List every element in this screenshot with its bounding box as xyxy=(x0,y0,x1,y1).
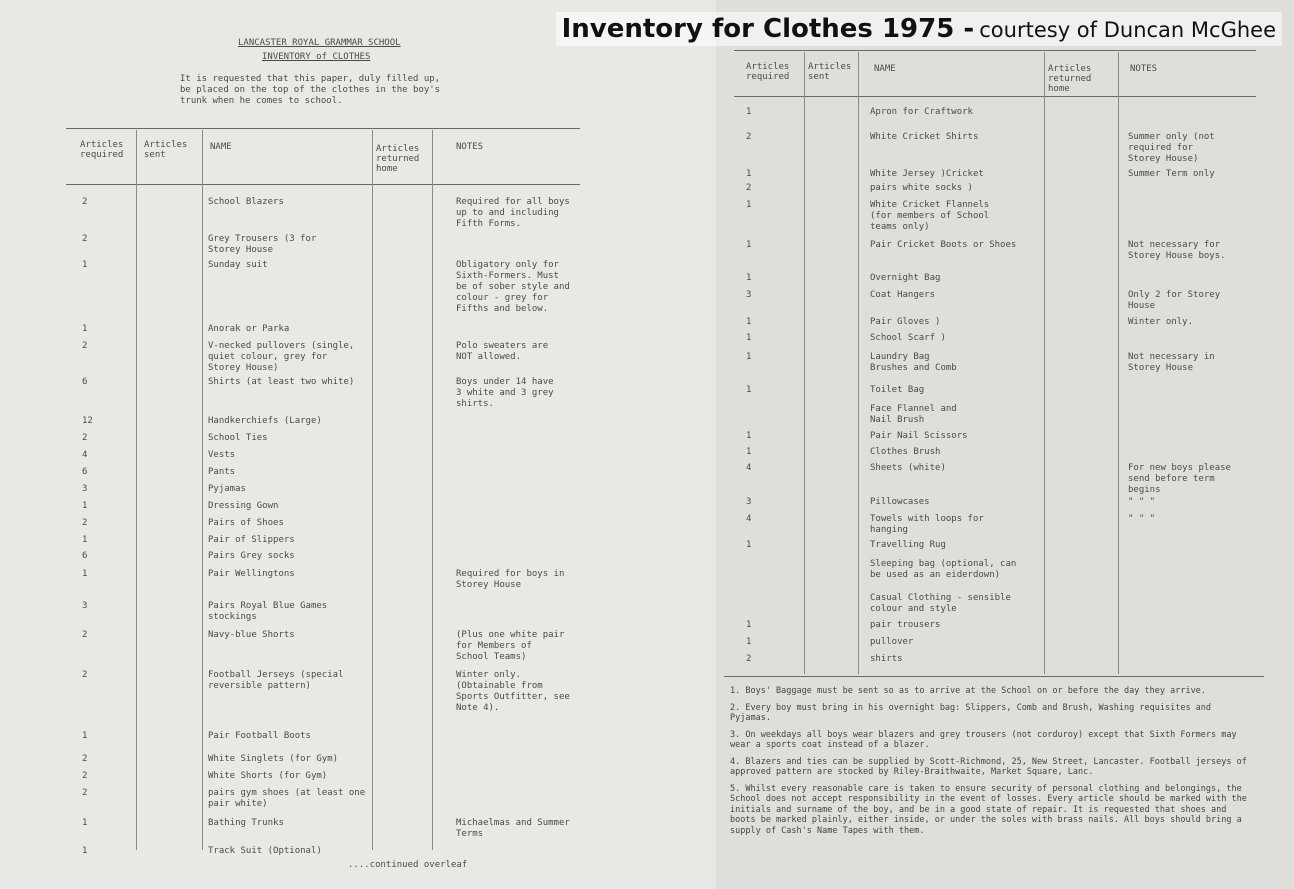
row-quantity: 3 xyxy=(82,484,88,494)
note-line: send before term xyxy=(1128,474,1215,484)
item-name-line: Sheets (white) xyxy=(870,463,946,473)
footnotes xyxy=(730,686,1250,842)
row-note xyxy=(1128,317,1193,328)
note-line: Not necessary for xyxy=(1128,240,1221,250)
item-name-line: pair trousers xyxy=(870,620,941,630)
row-quantity: 2 xyxy=(82,788,88,798)
row-item-name xyxy=(208,754,338,765)
row-item-name xyxy=(870,463,946,474)
column-divider xyxy=(136,130,137,850)
item-name-line: Overnight Bag xyxy=(870,273,941,283)
item-name-line: pairs gym shoes (at least one xyxy=(208,788,366,798)
item-name-line: Pillowcases xyxy=(870,497,930,507)
row-item-name xyxy=(208,630,295,641)
note-line: Terms xyxy=(456,829,484,839)
row-note xyxy=(1128,290,1220,312)
note-line: Winter only. xyxy=(456,670,522,680)
note-line: Storey House xyxy=(456,580,522,590)
column-divider xyxy=(202,130,203,850)
row-quantity: 1 xyxy=(82,818,88,828)
item-name-line: Nail Brush xyxy=(870,415,925,425)
row-note xyxy=(1128,497,1155,508)
item-name-line: Sunday suit xyxy=(208,260,268,270)
note-line: " " " xyxy=(1128,514,1156,524)
row-item-name xyxy=(870,352,957,374)
item-name-line: School Blazers xyxy=(208,197,284,207)
note-line: Storey House) xyxy=(1128,154,1199,164)
row-quantity: 2 xyxy=(82,341,88,351)
item-name-line: Grey Trousers (3 for xyxy=(208,234,317,244)
column-header-notes: NOTES xyxy=(1130,64,1158,74)
row-quantity: 1 xyxy=(82,846,88,856)
column-divider xyxy=(1118,52,1119,674)
row-item-name xyxy=(208,569,295,580)
item-name-line: Pair Gloves ) xyxy=(870,317,941,327)
row-quantity: 2 xyxy=(82,197,88,207)
note-line: Polo sweaters are xyxy=(456,341,549,351)
row-quantity: 2 xyxy=(82,234,88,244)
note-line: Sports Outfitter, see xyxy=(456,692,570,702)
row-quantity: 1 xyxy=(746,385,752,395)
item-name-line: White Singlets (for Gym) xyxy=(208,754,339,764)
column-header-sent: Articles sent xyxy=(144,140,188,160)
row-note xyxy=(456,260,570,315)
note-line: Summer only (not xyxy=(1128,132,1215,142)
item-name-line: Pair Wellingtons xyxy=(208,569,295,579)
item-name-line: Track Suit (Optional) xyxy=(208,846,322,856)
row-item-name xyxy=(208,846,322,857)
item-name-line: Sleeping bag (optional, can xyxy=(870,559,1017,569)
row-item-name xyxy=(208,788,365,810)
note-line: be of sober style and xyxy=(456,282,570,292)
item-name-line: (for members of School xyxy=(870,211,990,221)
item-name-line: Pairs Grey socks xyxy=(208,551,295,561)
row-item-name xyxy=(870,540,946,551)
row-quantity: 1 xyxy=(746,431,752,441)
note-line: For new boys please xyxy=(1128,463,1231,473)
item-name-line: Laundry Bag xyxy=(870,352,930,362)
column-divider xyxy=(858,52,859,674)
row-item-name xyxy=(208,341,354,374)
row-note xyxy=(456,341,548,363)
row-quantity: 1 xyxy=(746,107,752,117)
item-name-line: Pair of Slippers xyxy=(208,535,295,545)
row-quantity: 1 xyxy=(82,569,88,579)
row-item-name xyxy=(208,324,289,335)
item-name-line: Coat Hangers xyxy=(870,290,936,300)
item-name-line: Pairs Royal Blue Games xyxy=(208,601,328,611)
row-quantity: 1 xyxy=(82,731,88,741)
image-caption xyxy=(556,12,1282,46)
notes-top-rule xyxy=(724,676,1264,677)
row-quantity: 1 xyxy=(746,240,752,250)
row-item-name xyxy=(870,514,984,536)
row-item-name xyxy=(208,433,268,444)
row-note xyxy=(1128,132,1215,165)
row-quantity: 2 xyxy=(82,754,88,764)
footnote: 1. Boys' Baggage must be sent so as to arrive at the School on or before the day they arrive. xyxy=(730,686,1206,696)
row-note xyxy=(456,818,570,840)
row-quantity: 2 xyxy=(746,183,752,193)
item-name-line: Towels with loops for xyxy=(870,514,984,524)
item-name-line: Travelling Rug xyxy=(870,540,946,550)
row-note xyxy=(1128,352,1215,374)
row-item-name xyxy=(208,450,235,461)
inventory-page-right xyxy=(716,0,1294,889)
item-name-line: School Ties xyxy=(208,433,268,443)
row-item-name xyxy=(208,416,322,427)
column-divider xyxy=(804,52,805,674)
item-name-line: Pair Football Boots xyxy=(208,731,311,741)
item-name-line: Football Jerseys (special xyxy=(208,670,344,680)
note-line: House xyxy=(1128,301,1156,311)
row-item-name xyxy=(870,169,984,180)
item-name-line: pair white) xyxy=(208,799,268,809)
row-item-name xyxy=(870,431,968,442)
row-item-name xyxy=(208,518,284,529)
column-header-name: NAME xyxy=(210,142,232,152)
row-item-name xyxy=(870,404,957,426)
row-quantity: 1 xyxy=(746,200,752,210)
inventory-heading: INVENTORY of CLOTHES xyxy=(262,52,371,62)
note-line: Storey House xyxy=(1128,363,1194,373)
row-quantity: 4 xyxy=(746,463,752,473)
row-item-name xyxy=(870,183,973,194)
note-line: begins xyxy=(1128,485,1161,495)
row-quantity: 1 xyxy=(82,324,88,334)
note-line: Winter only. xyxy=(1128,317,1194,327)
note-line: Storey House boys. xyxy=(1128,251,1226,261)
row-item-name xyxy=(870,240,1016,251)
item-name-line: hanging xyxy=(870,525,908,535)
column-header-sent: Articles sent xyxy=(808,62,852,82)
row-quantity: 2 xyxy=(746,654,752,664)
note-line: Note 4). xyxy=(456,703,500,713)
row-item-name xyxy=(208,260,268,271)
item-name-line: be used as an eiderdown) xyxy=(870,570,1001,580)
row-item-name xyxy=(870,654,903,665)
note-line: Michaelmas and Summer xyxy=(456,818,570,828)
footnote: 5. Whilst every reasonable care is taken to ensure security of personal clothing and belongings, the School does not accept responsibility in the event of losses. Every article should be marked with the initials and surname of the boy, and be in a good state of repair. It is requested that shoes and boots be marked plainly, either inside, or under the soles with brass nails. All boys should bring a supply of Cash's Name Tapes with them. xyxy=(730,783,1247,836)
item-name-line: Toilet Bag xyxy=(870,385,925,395)
row-note xyxy=(456,670,570,714)
row-item-name xyxy=(870,333,946,344)
column-divider xyxy=(1044,52,1045,674)
note-line: Required for boys in xyxy=(456,569,565,579)
row-quantity: 1 xyxy=(746,273,752,283)
caption-credit: courtesy of Duncan McGhee xyxy=(979,18,1276,42)
note-line: (Obtainable from xyxy=(456,681,543,691)
intro-text xyxy=(180,74,440,107)
note-line: colour - grey for xyxy=(456,293,549,303)
table-header-rule xyxy=(734,96,1256,97)
note-line: School Teams) xyxy=(456,652,527,662)
note-line: NOT allowed. xyxy=(456,352,522,362)
row-quantity: 1 xyxy=(82,501,88,511)
column-header-required: Articles required xyxy=(80,140,124,160)
row-item-name xyxy=(870,559,1016,581)
row-note xyxy=(456,630,564,663)
row-note xyxy=(1128,240,1226,262)
column-header-notes: NOTES xyxy=(456,142,484,152)
item-name-line: School Scarf ) xyxy=(870,333,946,343)
intro-line: trunk when he comes to school. xyxy=(180,96,343,106)
note-line: " " " xyxy=(1128,497,1156,507)
row-note xyxy=(1128,169,1215,180)
column-header-returned: Articles returned home xyxy=(376,144,420,174)
row-item-name xyxy=(208,234,316,256)
item-name-line: teams only) xyxy=(870,222,930,232)
footnote: 3. On weekdays all boys wear blazers and grey trousers (not corduroy) except that Sixth Formers may wear a sports coat instead of a blazer. xyxy=(730,729,1237,750)
note-line: Fifths and below. xyxy=(456,304,549,314)
row-item-name xyxy=(208,377,354,388)
item-name-line: pullover xyxy=(870,637,914,647)
item-name-line: Pairs of Shoes xyxy=(208,518,284,528)
note-line: Only 2 for Storey xyxy=(1128,290,1221,300)
footnote: 2. Every boy must bring in his overnight bag: Slippers, Comb and Brush, Washing requisites and Pyjamas. xyxy=(730,702,1212,723)
row-item-name xyxy=(870,620,940,631)
item-name-line: White Shorts (for Gym) xyxy=(208,771,328,781)
row-item-name xyxy=(208,601,327,623)
item-name-line: Pair Nail Scissors xyxy=(870,431,968,441)
row-quantity: 1 xyxy=(82,535,88,545)
note-line: 3 white and 3 grey xyxy=(456,388,554,398)
row-note xyxy=(456,377,554,410)
row-quantity: 1 xyxy=(746,447,752,457)
column-header-name: NAME xyxy=(874,64,896,74)
row-item-name xyxy=(870,385,924,396)
item-name-line: shirts xyxy=(870,654,903,664)
note-line: Obligatory only for xyxy=(456,260,559,270)
row-item-name xyxy=(870,107,973,118)
row-quantity: 1 xyxy=(746,637,752,647)
row-item-name xyxy=(870,497,930,508)
row-quantity: 1 xyxy=(746,169,752,179)
column-header-returned: Articles returned home xyxy=(1048,64,1092,94)
table-header-rule xyxy=(66,184,580,185)
item-name-line: Anorak or Parka xyxy=(208,324,290,334)
note-line: Not necessary in xyxy=(1128,352,1215,362)
row-quantity: 2 xyxy=(82,518,88,528)
row-item-name xyxy=(208,501,278,512)
item-name-line: Casual Clothing - sensible xyxy=(870,593,1011,603)
item-name-line: Shirts (at least two white) xyxy=(208,377,355,387)
footnote: 4. Blazers and ties can be supplied by Scott-Richmond, 25, New Street, Lancaster. Football jerseys of approved pattern are stocked by Riley-Braithwaite, Market Square, Lanc. xyxy=(730,756,1247,777)
item-name-line: Bathing Trunks xyxy=(208,818,284,828)
note-line: up to and including xyxy=(456,208,559,218)
note-line: (Plus one white pair xyxy=(456,630,565,640)
row-quantity: 1 xyxy=(746,540,752,550)
table-top-rule xyxy=(66,128,580,129)
row-quantity: 3 xyxy=(82,601,88,611)
intro-line: be placed on the top of the clothes in the boy's xyxy=(180,85,441,95)
row-quantity: 2 xyxy=(746,132,752,142)
note-line: Boys under 14 have xyxy=(456,377,554,387)
intro-line: It is requested that this paper, duly filled up, xyxy=(180,74,441,84)
row-quantity: 4 xyxy=(746,514,752,524)
row-item-name xyxy=(208,670,343,692)
item-name-line: White Jersey )Cricket xyxy=(870,169,984,179)
item-name-line: pairs white socks ) xyxy=(870,183,973,193)
school-name: LANCASTER ROYAL GRAMMAR SCHOOL xyxy=(238,38,401,48)
item-name-line: V-necked pullovers (single, xyxy=(208,341,355,351)
note-line: required for xyxy=(1128,143,1194,153)
item-name-line: Dressing Gown xyxy=(208,501,279,511)
row-item-name xyxy=(208,535,295,546)
item-name-line: Pants xyxy=(208,467,236,477)
column-divider xyxy=(372,130,373,850)
row-quantity: 2 xyxy=(82,630,88,640)
item-name-line: White Cricket Shirts xyxy=(870,132,979,142)
row-quantity: 1 xyxy=(82,260,88,270)
item-name-line: colour and style xyxy=(870,604,957,614)
row-item-name xyxy=(208,484,246,495)
row-note xyxy=(456,197,570,230)
row-quantity: 6 xyxy=(82,551,88,561)
item-name-line: Storey House) xyxy=(208,363,279,373)
row-note xyxy=(1128,463,1231,496)
row-item-name xyxy=(870,317,940,328)
row-quantity: 6 xyxy=(82,377,88,387)
note-line: for Members of xyxy=(456,641,532,651)
item-name-line: Navy-blue Shorts xyxy=(208,630,295,640)
row-quantity: 3 xyxy=(746,497,752,507)
row-item-name xyxy=(870,447,940,458)
row-item-name xyxy=(870,132,978,143)
item-name-line: Brushes and Comb xyxy=(870,363,957,373)
row-quantity: 2 xyxy=(82,433,88,443)
item-name-line: quiet colour, grey for xyxy=(208,352,328,362)
item-name-line: Pyjamas xyxy=(208,484,246,494)
row-item-name xyxy=(870,593,1011,615)
item-name-line: Face Flannel and xyxy=(870,404,957,414)
item-name-line: stockings xyxy=(208,612,257,622)
note-line: Sixth-Formers. Must xyxy=(456,271,559,281)
row-item-name xyxy=(208,467,235,478)
caption-title: Inventory for Clothes 1975 - xyxy=(561,14,975,44)
table-top-rule xyxy=(734,50,1256,51)
row-item-name xyxy=(870,200,989,233)
item-name-line: Vests xyxy=(208,450,236,460)
row-quantity: 2 xyxy=(82,771,88,781)
column-divider xyxy=(432,130,433,850)
note-line: Required for all boys xyxy=(456,197,570,207)
row-item-name xyxy=(870,290,935,301)
row-quantity: 4 xyxy=(82,450,88,460)
row-quantity: 1 xyxy=(746,352,752,362)
row-item-name xyxy=(870,637,913,648)
item-name-line: Storey House xyxy=(208,245,274,255)
item-name-line: White Cricket Flannels xyxy=(870,200,990,210)
row-quantity: 6 xyxy=(82,467,88,477)
column-header-required: Articles required xyxy=(746,62,790,82)
item-name-line: Apron for Craftwork xyxy=(870,107,973,117)
row-item-name xyxy=(870,273,940,284)
note-line: shirts. xyxy=(456,399,494,409)
row-quantity: 1 xyxy=(746,317,752,327)
row-quantity: 12 xyxy=(82,416,93,426)
row-quantity: 1 xyxy=(746,333,752,343)
item-name-line: Pair Cricket Boots or Shoes xyxy=(870,240,1017,250)
row-item-name xyxy=(208,818,284,829)
row-item-name xyxy=(208,771,327,782)
continued-overleaf: ....continued overleaf xyxy=(348,860,468,870)
item-name-line: Clothes Brush xyxy=(870,447,941,457)
row-note xyxy=(456,569,564,591)
row-quantity: 1 xyxy=(746,620,752,630)
row-item-name xyxy=(208,551,295,562)
row-quantity: 3 xyxy=(746,290,752,300)
note-line: Summer Term only xyxy=(1128,169,1215,179)
row-note xyxy=(1128,514,1155,525)
row-quantity: 2 xyxy=(82,670,88,680)
note-line: Fifth Forms. xyxy=(456,219,522,229)
row-item-name xyxy=(208,731,311,742)
row-item-name xyxy=(208,197,284,208)
item-name-line: Handkerchiefs (Large) xyxy=(208,416,322,426)
item-name-line: reversible pattern) xyxy=(208,681,311,691)
